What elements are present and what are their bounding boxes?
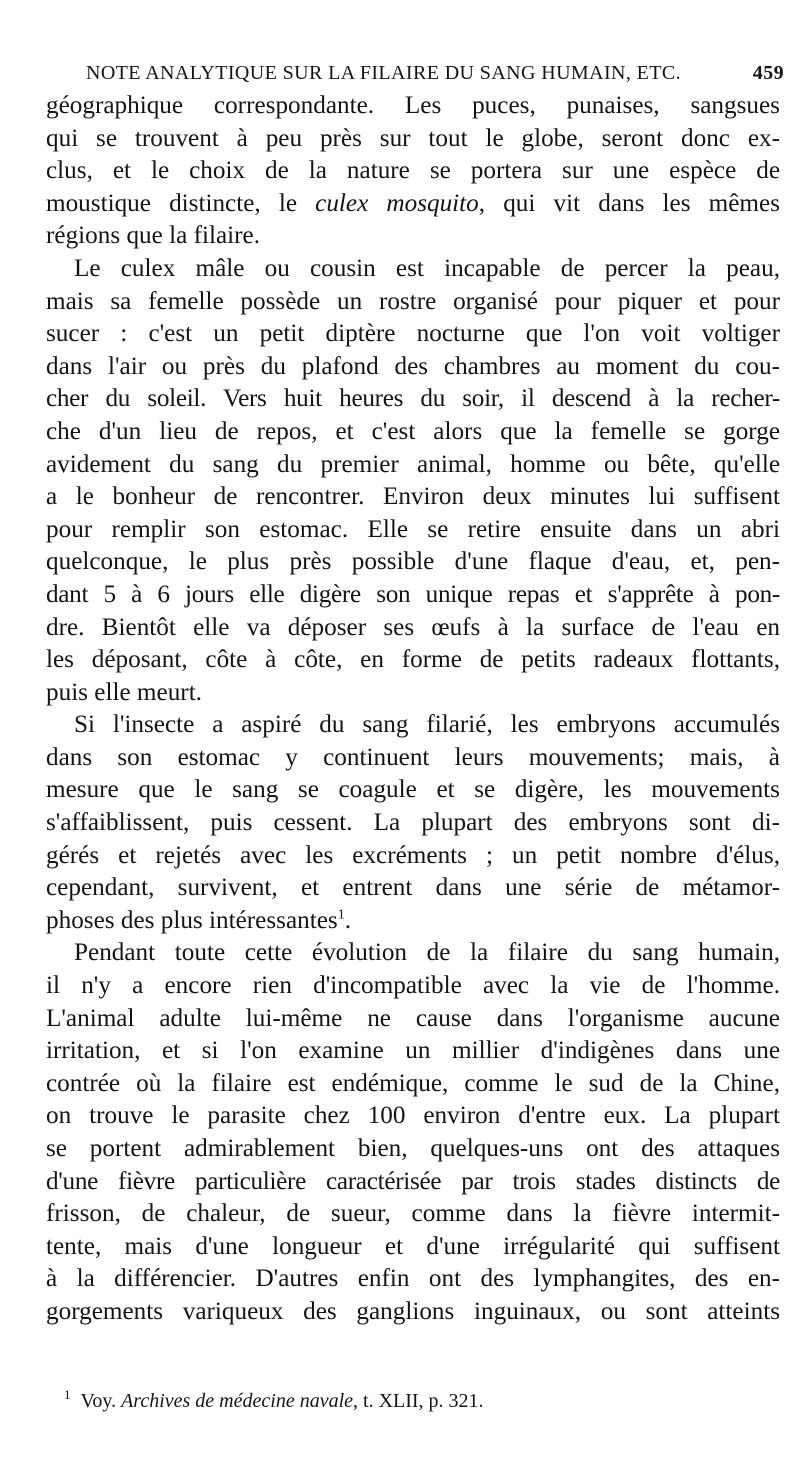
text-line: mais sa femelle possède un rostre organisé pour piquer et pour xyxy=(46,287,780,315)
footnote-suffix: , t. XLII, p. 321. xyxy=(353,1390,484,1412)
page-number: 459 xyxy=(752,62,784,84)
text-line: Pendant toute cette évolution de la filaire du sang humain, xyxy=(74,939,780,967)
text-line: irritation, et si l'on examine un millier d'indigènes dans une xyxy=(46,1037,780,1065)
text-line: gérés et rejetés avec les excréments ; un petit nombre d'élus, xyxy=(46,841,780,869)
text-line: che d'un lieu de repos, et c'est alors que la femelle se gorge xyxy=(46,417,780,445)
text-line: il n'y a encore rien d'incompatible avec la vie de l'homme. xyxy=(46,972,780,1000)
text-line: sucer : c'est un petit diptère nocturne que l'on voit voltiger xyxy=(46,320,780,348)
text-segment: , qui vit dans les mêmes xyxy=(478,189,780,217)
text-line: qui se trouvent à peu près sur tout le globe, seront donc ex- xyxy=(46,124,780,152)
running-title: NOTE ANALYTIQUE SUR LA FILAIRE DU SANG HUMAIN, ETC. xyxy=(86,62,682,84)
text-line: dans l'air ou près du plafond des chambres au moment du cou- xyxy=(46,352,780,380)
text-line: géographique correspondante. Les puces, punaises, sangsues xyxy=(46,92,780,119)
text-segment: . xyxy=(344,906,352,934)
text-line: régions que la filaire. xyxy=(46,222,261,250)
footnote-source-title: Archives de médecine navale xyxy=(121,1390,354,1412)
text-line: puis elle meurt. xyxy=(46,678,202,706)
text-line: dant 5 à 6 jours elle digère son unique repas et s'apprête à pon- xyxy=(46,580,780,608)
text-line: a le bonheur de rencontrer. Environ deux minutes lui suffisent xyxy=(46,483,780,511)
text-segment: phoses des plus intéressantes xyxy=(46,906,338,934)
footnote-reference: 1 xyxy=(337,907,345,923)
text-line: se portent admirablement bien, quelques-uns ont des attaques xyxy=(46,1135,780,1162)
italic-species-name: culex mosquito xyxy=(315,189,479,217)
text-line: mesure que le sang se coagule et se digère, les mouvements xyxy=(46,776,780,804)
text-line: cependant, survivent, et entrent dans une série de métamor- xyxy=(46,874,780,902)
paragraph-1 xyxy=(46,90,780,253)
text-line: pour remplir son estomac. Elle se retire ensuite dans un abri xyxy=(46,515,780,543)
footnote xyxy=(64,1387,764,1413)
body-text xyxy=(46,90,780,1329)
footnote-prefix: Voy. xyxy=(80,1390,122,1412)
text-line: avidement du sang du premier animal, homme ou bête, qu'elle xyxy=(46,450,780,478)
text-line xyxy=(46,188,780,221)
text-line: Le culex mâle ou cousin est incapable de percer la peau, xyxy=(74,254,780,282)
footnote-mark: 1 xyxy=(64,1387,71,1403)
text-line xyxy=(46,905,780,938)
text-line: gorgements variqueux des ganglions inguinaux, ou sont atteints xyxy=(46,1297,780,1325)
text-line: contrée où la filaire est endémique, comme le sud de la Chine, xyxy=(46,1069,780,1097)
paragraph-2 xyxy=(46,253,780,709)
text-line: quelconque, le plus près possible d'une flaque d'eau, et, pen- xyxy=(46,548,780,576)
text-line: clus, et le choix de la nature se portera sur une espèce de xyxy=(46,157,780,185)
paragraph-3 xyxy=(46,709,780,937)
text-line: les déposant, côte à côte, en forme de petits radeaux flottants, xyxy=(46,646,780,674)
text-line: à la différencier. D'autres enfin ont des lymphangites, des en- xyxy=(46,1265,780,1293)
text-line: cher du soleil. Vers huit heures du soir, il descend à la recher- xyxy=(46,385,780,413)
text-line: frisson, de chaleur, de sueur, comme dans la fièvre intermit- xyxy=(46,1200,780,1228)
text-line: on trouve le parasite chez 100 environ d'entre eux. La plupart xyxy=(46,1102,780,1130)
text-line: s'affaiblissent, puis cessent. La plupart des embryons sont di- xyxy=(46,809,780,837)
page-header xyxy=(72,56,784,92)
text-line: L'animal adulte lui-même ne cause dans l'organisme aucune xyxy=(46,1004,780,1032)
paragraph-4 xyxy=(46,937,780,1328)
text-line: tente, mais d'une longueur et d'une irrégularité qui suffisent xyxy=(46,1232,780,1260)
text-line: dre. Bientôt elle va déposer ses œufs à la surface de l'eau en xyxy=(46,613,780,641)
text-line: dans son estomac y continuent leurs mouvements; mais, à xyxy=(46,743,780,771)
text-line: Si l'insecte a aspiré du sang filarié, les embryons accumulés xyxy=(74,711,780,739)
text-line: d'une fièvre particulière caractérisée par trois stades distincts de xyxy=(46,1167,780,1195)
text-segment: moustique distincte, le xyxy=(46,189,316,217)
